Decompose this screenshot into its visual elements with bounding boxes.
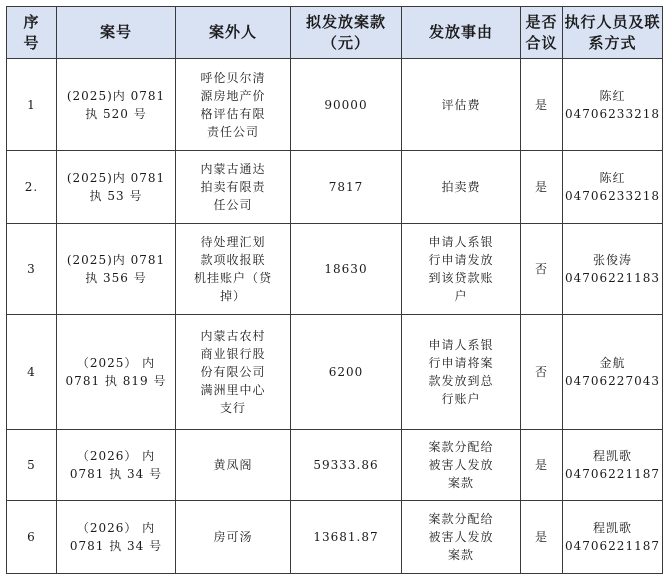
cell-contact: 张俊涛 04706221183 — [563, 224, 663, 315]
cell-case-number: （2025） 内 0781 执 819 号 — [57, 315, 176, 430]
table-row — [7, 59, 663, 151]
cell-index: 1 — [7, 59, 57, 151]
cell-case-number: (2025)内 0781 执 53 号 — [57, 151, 176, 224]
cell-joint-review: 否 — [521, 315, 563, 430]
cell-amount: 90000 — [291, 59, 402, 151]
table-row — [7, 151, 663, 224]
table-row — [7, 315, 663, 430]
cell-third-party: 内蒙古通达 拍卖有限责 任公司 — [176, 151, 291, 224]
header-index: 序 号 — [7, 7, 57, 59]
header-case-number: 案号 — [57, 7, 176, 59]
cell-reason: 申请人系银 行申请发放 到该贷款账 户 — [402, 224, 521, 315]
cell-joint-review: 否 — [521, 224, 563, 315]
cell-third-party: 呼伦贝尔清 源房地产价 格评估有限 责任公司 — [176, 59, 291, 151]
cell-reason: 案款分配给 被害人发放 案款 — [402, 501, 521, 574]
cell-contact: 金航 04706227043 — [563, 315, 663, 430]
cell-amount: 59333.86 — [291, 430, 402, 501]
cell-contact: 程凯歌 04706221187 — [563, 430, 663, 501]
header-contact: 执行人员及联 系方式 — [563, 7, 663, 59]
header-reason: 发放事由 — [402, 7, 521, 59]
header-third-party: 案外人 — [176, 7, 291, 59]
cell-index: 3 — [7, 224, 57, 315]
cell-amount: 7817 — [291, 151, 402, 224]
cell-joint-review: 是 — [521, 151, 563, 224]
cell-third-party: 房可汤 — [176, 501, 291, 574]
table-row — [7, 224, 663, 315]
cell-case-number: （2026） 内 0781 执 34 号 — [57, 501, 176, 574]
cell-joint-review: 是 — [521, 59, 563, 151]
cell-contact: 程凯歌 04706221187 — [563, 501, 663, 574]
cell-index: 4 — [7, 315, 57, 430]
disbursement-table — [6, 6, 663, 574]
cell-joint-review: 是 — [521, 501, 563, 574]
cell-reason: 案款分配给 被害人发放 案款 — [402, 430, 521, 501]
cell-reason: 拍卖费 — [402, 151, 521, 224]
table-row — [7, 430, 663, 501]
cell-reason: 申请人系银 行申请将案 款发放到总 行账户 — [402, 315, 521, 430]
header-joint-review: 是否 合议 — [521, 7, 563, 59]
cell-index: 5 — [7, 430, 57, 501]
cell-index: 2. — [7, 151, 57, 224]
cell-reason: 评估费 — [402, 59, 521, 151]
cell-third-party: 黄凤阁 — [176, 430, 291, 501]
cell-amount: 13681.87 — [291, 501, 402, 574]
cell-third-party: 待处理汇划 款项收报联 机挂账户（贷 掉） — [176, 224, 291, 315]
header-row — [7, 7, 663, 59]
cell-index: 6 — [7, 501, 57, 574]
table-row — [7, 501, 663, 574]
cell-joint-review: 是 — [521, 430, 563, 501]
cell-contact: 陈红 04706233218 — [563, 59, 663, 151]
cell-contact: 陈红 04706233218 — [563, 151, 663, 224]
cell-case-number: (2025)内 0781 执 356 号 — [57, 224, 176, 315]
cell-amount: 6200 — [291, 315, 402, 430]
cell-third-party: 内蒙古农村 商业银行股 份有限公司 满洲里中心 支行 — [176, 315, 291, 430]
header-amount: 拟发放案款 （元） — [291, 7, 402, 59]
cell-amount: 18630 — [291, 224, 402, 315]
cell-case-number: (2025)内 0781 执 520 号 — [57, 59, 176, 151]
cell-case-number: （2026） 内 0781 执 34 号 — [57, 430, 176, 501]
